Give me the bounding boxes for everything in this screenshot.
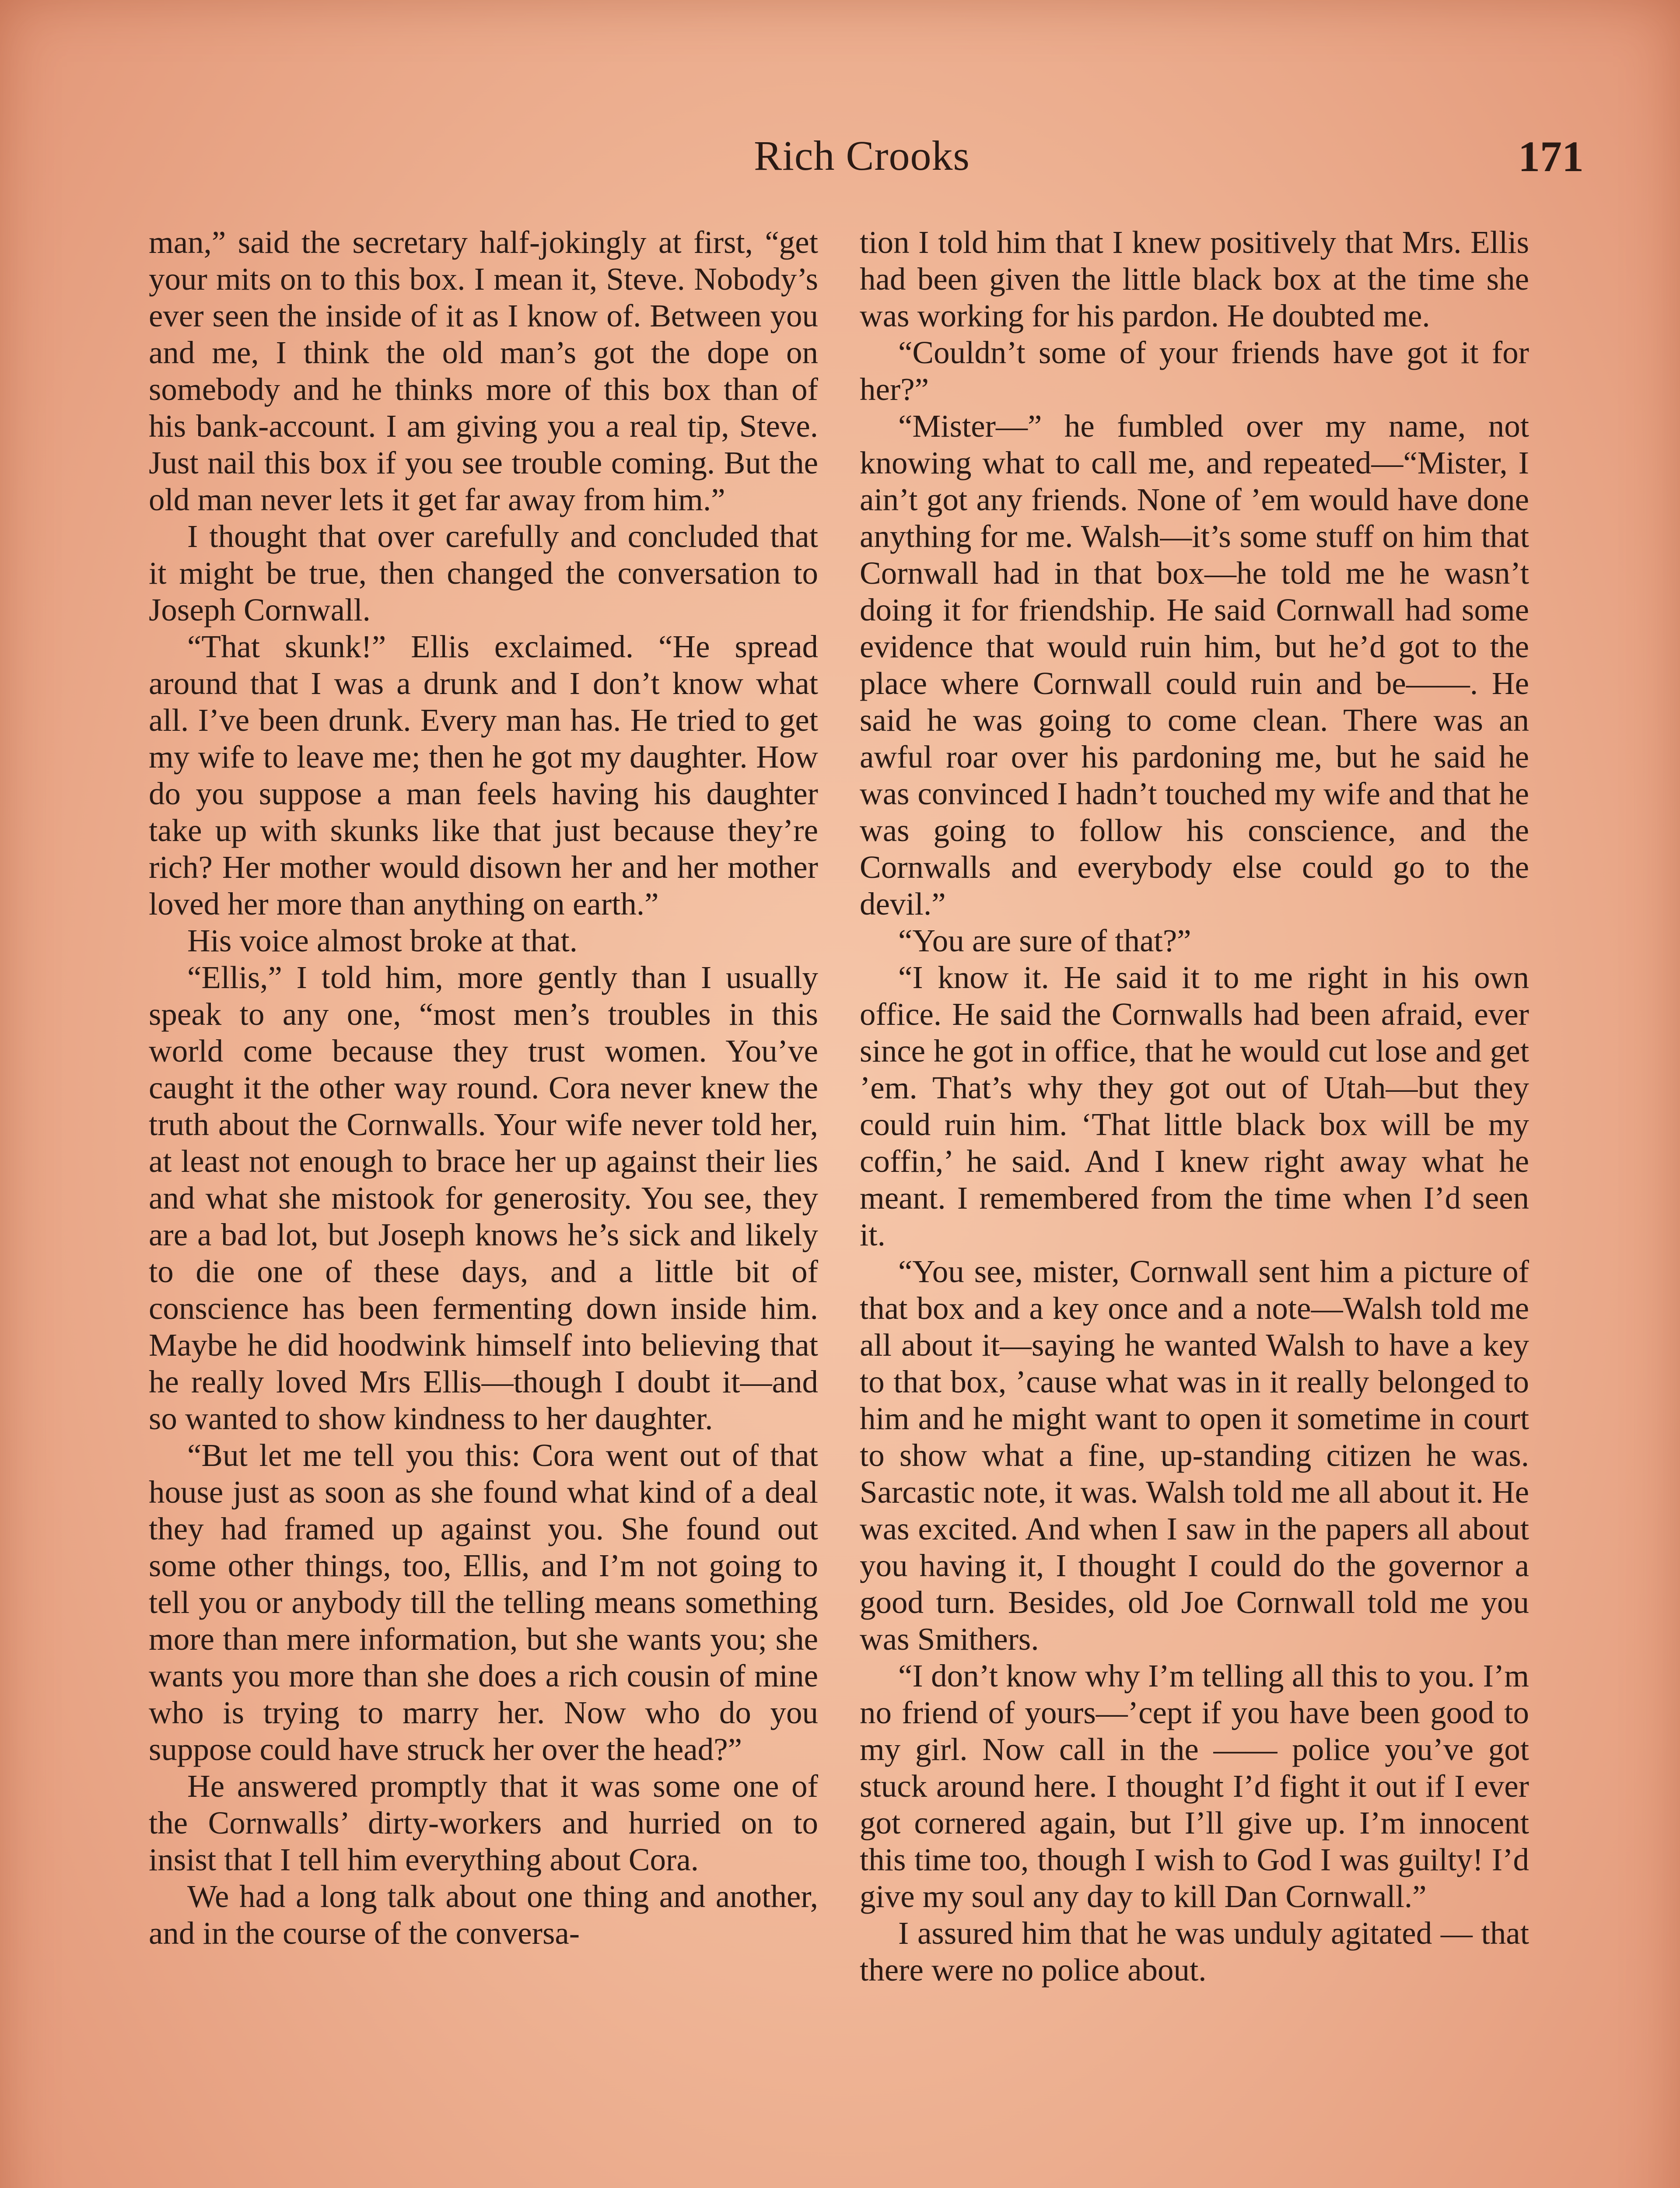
paragraph: “But let me tell you this: Cora went out of that house just as soon as she found what kind of a deal they had framed up against you. She found out some other things, too, Ellis, and I’m not going to tell you or anybody till the telling means something more than mere information, but she wants you; she wants you more than she does a rich cousin of mine who is trying to marry her. Now who do you suppose could have struck her over the head?” [149,1438,818,1767]
paragraph: “Couldn’t some of your friends have got it for her?” [860,335,1529,407]
paragraph: “I know it. He said it to me right in his own office. He said the Cornwalls had been afraid, ever since he got in office, that he would cut lose and get ’em. That’s why they got out of Utah—but they could ruin him. ‘That little black box will be my coffin,’ he said. And I knew right away what he meant. I remembered from the time when I’d seen it. [860,960,1529,1252]
page-number: 171 [1518,132,1584,181]
running-head-title: Rich Crooks [754,132,970,179]
paragraph: man,” said the secretary half-jokingly at first, “get your mits on to this box. I mean it, Steve. Nobody’s ever seen the inside of it as I know of. Between you and me, I think the old man’s got the dope on somebody and he thinks more of this box than of his bank-account. I am giving you a real tip, Steve. Just nail this box if you see trouble coming. But the old man never lets it get far away from him.” [149,224,818,517]
paragraph: “That skunk!” Ellis exclaimed. “He spread around that I was a drunk and I don’t know what all. I’ve been drunk. Every man has. He tried to get my wife to leave me; then he got my daughter. How do you suppose a man feels having his daughter take up with skunks like that just because they’re rich? Her mother would disown her and her mother loved her more than anything on earth.” [149,629,818,922]
paragraph: “Ellis,” I told him, more gently than I usually speak to any one, “most men’s troubles in this world come because they trust women. You’ve caught it the other way round. Cora never knew the truth about the Cornwalls. Your wife never told her, at least not enough to brace her up against their lies and what she mistook for generosity. You see, they are a bad lot, but Joseph knows he’s sick and likely to die one of these days, and a little bit of conscience has been fermenting down inside him. Maybe he did hoodwink himself into believing that he really loved Mrs Ellis—though I doubt it—and so wanted to show kindness to her daughter. [149,960,818,1436]
left-column [149,224,818,1952]
paragraph: tion I told him that I knew positively that Mrs. Ellis had been given the little black box at the time she was working for his pardon. He doubted me. [860,224,1529,333]
paragraph: “I don’t know why I’m telling all this to you. I’m no friend of yours—’cept if you have been good to my girl. Now call in the —— police you’ve got stuck around here. I thought I’d fight it out if I ever got cornered again, but I’ll give up. I’m innocent this time too, though I wish to God I was guilty! I’d give my soul any day to kill Dan Cornwall.” [860,1658,1529,1914]
paragraph: We had a long talk about one thing and another, and in the course of the conversa- [149,1879,818,1951]
paragraph: “You are sure of that?” [898,923,1191,958]
paragraph: “Mister—” he fumbled over my name, not knowing what to call me, and repeated—“Mister, I ain’t got any friends. None of ’em would have done anything for me. Walsh—it’s some stuff on him that Cornwall had in that box—he told me he wasn’t doing it for friendship. He said Cornwall had some evidence that would ruin him, but he’d got to the place where Cornwall could ruin and be——. He said he was going to come clean. There was an awful roar over his pardoning me, but he said he was convinced I hadn’t touched my wife and that he was going to follow his conscience, and the Cornwalls and everybody else could go to the devil.” [860,408,1529,922]
paragraph: I thought that over carefully and concluded that it might be true, then changed the conversation to Joseph Cornwall. [149,519,818,628]
paragraph: He answered promptly that it was some one of the Cornwalls’ dirty-workers and hurried on to insist that I tell him everything about Cora. [149,1768,818,1877]
right-column [860,224,1529,1988]
paragraph: His voice almost broke at that. [187,923,578,958]
paragraph: I assured him that he was unduly agitated — that there were no police about. [860,1915,1529,1988]
paragraph: “You see, mister, Cornwall sent him a picture of that box and a key once and a note—Walsh told me all about it—saying he wanted Walsh to have a key to that box, ’cause what was in it really belonged to him and he might want to open it sometime in court to show what a fine, up-standing citizen he was. Sarcastic note, it was. Walsh told me all about it. He was excited. And when I saw in the papers all about you having it, I thought I could do the governor a good turn. Besides, old Joe Cornwall told me you was Smithers. [860,1254,1529,1657]
